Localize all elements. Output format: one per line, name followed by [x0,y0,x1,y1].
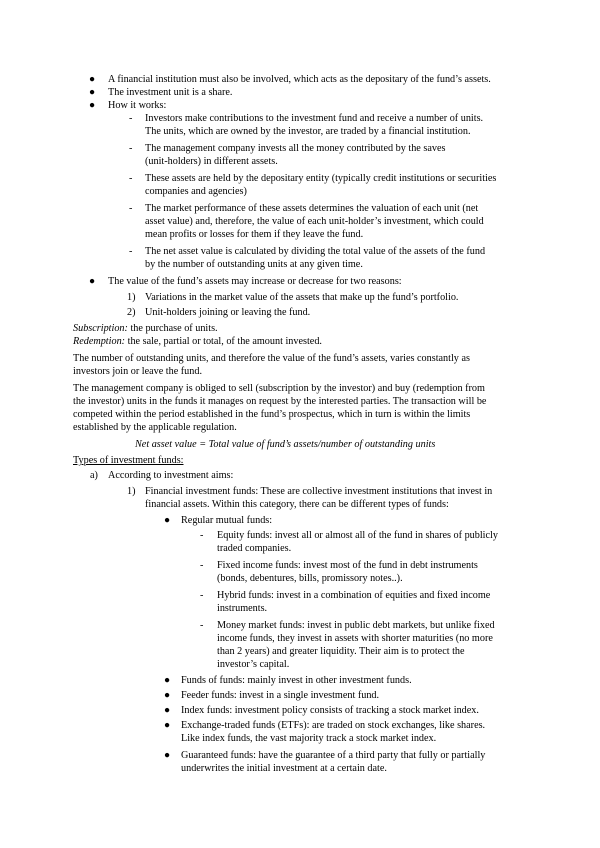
paragraph-line: investors join or leave the fund. [73,366,203,377]
list-item: Guaranteed funds: have the guarantee of a third party that fully or partially [181,750,486,761]
reason-text: Variations in the market value of the assets that make up the fund’s portfolio. [145,292,459,303]
bullet-dot-icon: ● [164,705,171,716]
redemption-definition [73,335,322,348]
subscription-text: the purchase of units. [130,323,218,334]
list-item: Regular mutual funds: [181,515,273,526]
section-heading: Types of investment funds: [73,455,184,466]
list-item: Funds of funds: mainly invest in other investment funds. [181,675,412,686]
list-item: The value of the fund’s assets may increase or decrease for two reasons: [108,276,402,287]
sub-list-item-cont: (unit-holders) in different assets. [145,156,278,167]
list-item: Financial investment funds: These are collective investment institutions that invest in [145,486,493,497]
redemption-text: the sale, partial or total, of the amount invested. [127,336,322,347]
bullet-dash-icon: - [129,203,133,214]
sub-list-item: Equity funds: invest all or almost all of the fund in shares of publicly [217,530,498,541]
sub-list-item: Investors make contributions to the investment fund and receive a number of units. [145,113,484,124]
paragraph-line: competed within the period established in the fund’s prospectus, which in turn is within the limits [73,409,471,420]
sub-list-item: Hybrid funds: invest in a combination of equities and fixed income [217,590,491,601]
bullet-dash-icon: - [129,143,133,154]
redemption-term: Redemption: [73,336,126,347]
sub-list-item: Fixed income funds: invest most of the fund in debt instruments [217,560,478,571]
bullet-dot-icon: ● [164,690,171,701]
list-item-cont: Like index funds, the vast majority track a stock market index. [181,733,437,744]
bullet-dash-icon: - [200,560,204,571]
sub-list-item: The net asset value is calculated by dividing the total value of the assets of the fund [145,246,486,257]
list-marker: 1) [127,486,136,497]
sub-list-item-cont: companies and agencies) [145,186,247,197]
list-marker: a) [90,470,98,481]
bullet-dash-icon: - [129,246,133,257]
list-item-cont: financial assets. Within this category, there can be different types of funds: [145,499,449,510]
reason-number: 2) [127,307,136,318]
subscription-definition [73,322,218,335]
bullet-dot-icon: ● [89,87,96,98]
bullet-dash-icon: - [129,173,133,184]
bullet-dash-icon: - [200,530,204,541]
paragraph-line: established by the applicable regulation. [73,422,237,433]
reason-text: Unit-holders joining or leaving the fund. [145,307,311,318]
sub-list-item-cont: The units, which are owned by the investor, are traded by a financial institution. [145,126,471,137]
bullet-dash-icon: - [200,590,204,601]
subscription-term: Subscription: [73,323,128,334]
bullet-dash-icon: - [200,620,204,631]
sub-list-item-cont: mean profits or losses for them if they leave the fund. [145,229,364,240]
list-item: Feeder funds: invest in a single investment fund. [181,690,380,701]
bullet-dot-icon: ● [164,515,171,526]
sub-list-item-cont: (bonds, debentures, bills, promissory notes..). [217,573,403,584]
sub-list-item-cont: income funds, they invest in assets with shorter maturities (no more [217,633,493,644]
list-item: A financial institution must also be involved, which acts as the depositary of the fund’s assets. [108,74,491,85]
list-item: How it works: [108,100,167,111]
paragraph-line: the investor) units in the funds it manages on request by the interested parties. The transaction will be [73,396,487,407]
bullet-dot-icon: ● [89,74,96,85]
nav-formula: Net asset value = Total value of fund’s assets/number of outstanding units [135,439,436,450]
sub-list-item-cont: than 2 years) and greater liquidity. Their aim is to protect the [217,646,465,657]
sub-list-item: Money market funds: invest in public debt markets, but unlike fixed [217,620,495,631]
reason-number: 1) [127,292,136,303]
sub-list-item-cont: by the number of outstanding units at any given time. [145,259,363,270]
bullet-dot-icon: ● [89,276,96,287]
list-item: The investment unit is a share. [108,87,233,98]
bullet-dot-icon: ● [164,720,171,731]
paragraph-line: The management company is obliged to sell (subscription by the investor) and buy (redemption from [73,383,485,394]
bullet-dash-icon: - [129,113,133,124]
sub-list-item: These assets are held by the depositary entity (typically credit institutions or securities [145,173,497,184]
list-item: Exchange-traded funds (ETFs): are traded on stock exchanges, like shares. [181,720,486,731]
sub-list-item: The market performance of these assets determines the valuation of each unit (net [145,203,479,214]
list-item: According to investment aims: [108,470,234,481]
sub-list-item-cont: asset value) and, therefore, the value of each unit-holder’s investment, which could [145,216,484,227]
list-item-cont: underwrites the initial investment at a certain date. [181,763,387,774]
sub-list-item-cont: traded companies. [217,543,292,554]
paragraph-line: The number of outstanding units, and therefore the value of the fund’s assets, varies constantly as [73,353,470,364]
sub-list-item-cont: investor’s capital. [217,659,290,670]
bullet-dot-icon: ● [164,750,171,761]
sub-list-item-cont: instruments. [217,603,268,614]
list-item: Index funds: investment policy consists of tracking a stock market index. [181,705,479,716]
sub-list-item: The management company invests all the money contributed by the saves [145,143,446,154]
bullet-dot-icon: ● [89,100,96,111]
bullet-dot-icon: ● [164,675,171,686]
